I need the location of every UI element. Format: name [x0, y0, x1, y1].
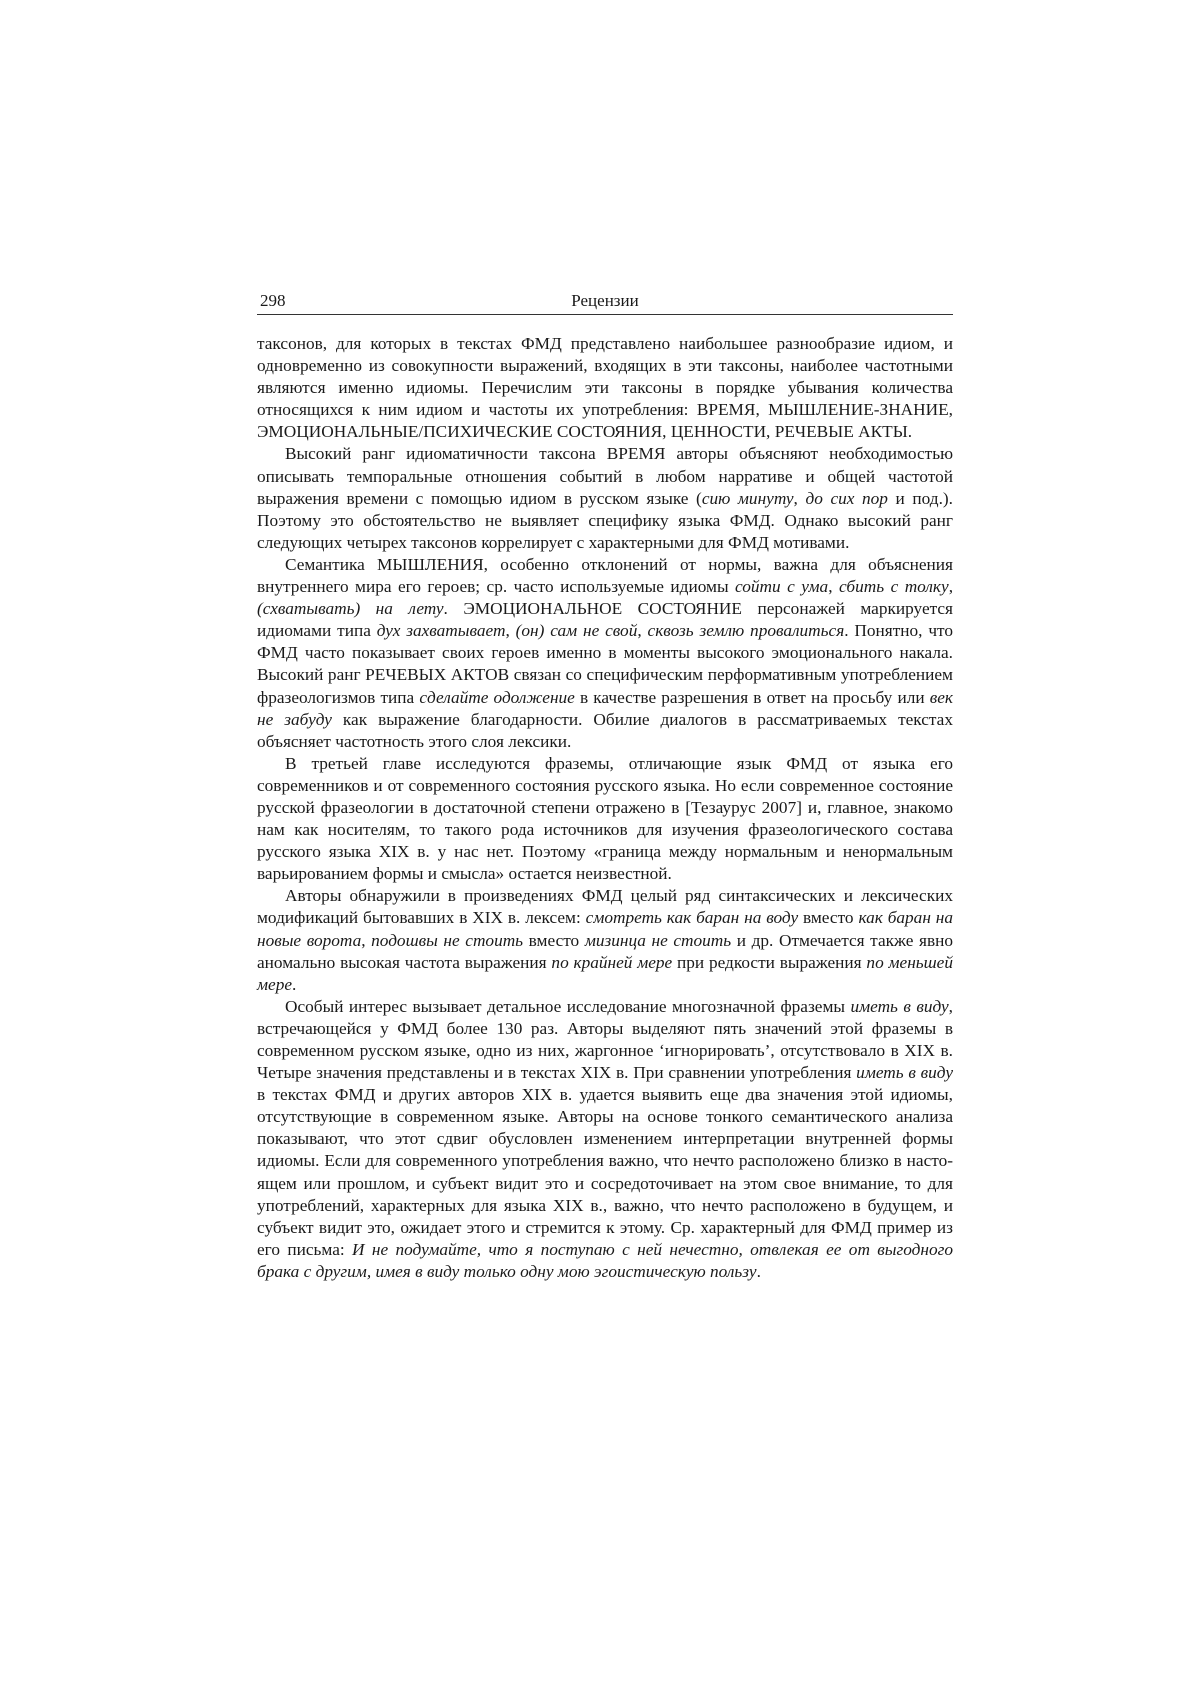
- text-run: .: [292, 974, 297, 994]
- italic-example: И не подумайте, что я поступаю с ней нечестно, отвлекая ее от выгодного брака с другим, имея в виду только одну мою эгоистическую пользу: [257, 1239, 953, 1281]
- text-run: как выражение благодарности. Обилие диалогов в рассматриваемых текстах объясняет частотность этого слоя лексики.: [257, 709, 953, 751]
- italic-example: сойти с ума: [735, 577, 829, 597]
- text-run: .: [756, 1261, 761, 1281]
- italic-example: подошвы не стоить: [371, 930, 524, 950]
- text-run: ,: [361, 930, 372, 950]
- paragraph: [257, 554, 953, 753]
- italic-example: дух захватывает: [376, 621, 506, 641]
- text-run: . ЭМОЦИОНАЛЬНОЕ СОСТОЯНИЕ персонажей маркируется идиомами типа: [257, 599, 953, 641]
- italic-example: сбить с толку: [838, 577, 949, 597]
- italic-example: век не забуду: [257, 687, 953, 729]
- text-run: в текстах ФМД и других авторов XIX в. удается выявить еще два значения этой идиомы, отсутствующие в современном языке. Авторы на основе тонкого семантического анализа показывают, что этот сдвиг обусловлен изменением интерпретации внутренней формы идиомы. Если для современного употребления важно, что нечто расположено близко в настоящем или прошлом, и субъект видит это и сосредоточивает на этом свое внимание, то для употреблений, характерных для языка XIX в., важно, что нечто расположено в будущем, и субъект видит это, ожидает этого и стремится к этому. Ср. характерный для ФМД пример из его письма:: [257, 1085, 953, 1259]
- paragraph: [257, 443, 953, 553]
- italic-example: (схватывать) на лету: [257, 599, 444, 619]
- italic-example: сию минуту: [701, 488, 794, 508]
- text-run: Семантика МЫШЛЕНИЯ, особенно отклонений от нормы, важна для объяснения внутреннего мира его героев; ср. часто используемые идиомы: [257, 554, 953, 597]
- text-run: вместо: [523, 930, 585, 950]
- text-run: ,: [637, 621, 648, 641]
- italic-example: как баран на новые ворота: [257, 908, 953, 950]
- text-run: и др. Отмечается также явно аномально высокая частота выражения: [257, 930, 953, 972]
- italic-example: мизинца не стоить: [584, 930, 732, 950]
- paragraph: [257, 753, 953, 886]
- page-number: 298: [260, 291, 286, 310]
- text-run: Особый интерес вызывает детальное исследование многозначной фраземы: [285, 996, 851, 1016]
- italic-example: по меньшей мере: [257, 952, 953, 994]
- italic-example: до сих пор: [805, 488, 888, 508]
- paragraph: [257, 885, 953, 995]
- running-header: [257, 288, 953, 315]
- text-run: ,: [948, 577, 954, 597]
- text-run: ,: [828, 577, 839, 597]
- paragraph: [257, 996, 953, 1283]
- italic-example: иметь в виду: [856, 1063, 953, 1083]
- body-text: [257, 333, 953, 1283]
- paragraph: [257, 333, 953, 443]
- italic-example: по крайней мере: [551, 952, 673, 972]
- text-run: в качестве разрешения в ответ на просьбу или: [574, 687, 930, 707]
- text-run: . Понятно, что ФМД часто показывает своих героев именно в моменты высокого эмоционального накала. Высокий ранг РЕЧЕВЫХ АКТОВ связан со специфическим перформативным употреблением фразеологизмов типа: [257, 621, 954, 707]
- italic-example: сделайте одолжение: [419, 687, 575, 707]
- text-run: Авторы обнаружили в произведениях ФМД целый ряд синтаксических и лексических модификаций бытовавших в XIX в. лексем:: [257, 886, 953, 928]
- text-run: Высокий ранг идиоматичности таксона ВРЕМЯ авторы объясняют необходимостью описывать темпоральные отношения событий в любом нарративе и общей частотой выражения времени с помощью идиом в русском языке (: [257, 444, 953, 508]
- text-run: В третьей главе исследуются фраземы, отличающие язык ФМД от языка его современников и от современного состояния русского языка. Но если современное состояние русской фразеологии в достаточной степени отражено в [Тезаурус 2007] и, главное, знакомо нам как носителям, то такого рода источников для изучения фразеологического состава русского языка XIX в. у нас нет. Поэтому «граница между нормальным и ненормальным варьированием формы и смысла» остается неизвестной.: [257, 753, 953, 884]
- document-page: [257, 288, 953, 1283]
- text-run: и под.). Поэтому это обстоятельство не выявляет специфику языка ФМД. Однако высокий ранг следующих четырех таксонов коррелирует с характерными для ФМД мотивами.: [257, 488, 953, 552]
- text-run: ,: [505, 621, 516, 641]
- italic-example: (он) сам не свой: [515, 621, 638, 641]
- section-title: Рецензии: [571, 291, 639, 310]
- italic-example: смотреть как баран на воду: [585, 908, 799, 928]
- text-run: ,: [793, 488, 806, 508]
- text-run: при редкости выражения: [672, 952, 867, 972]
- text-run: таксонов, для которых в текстах ФМД представлено наибольшее разнообразие идиом, и одновременно из совокупности выражений, входящих в эти таксоны, наиболее частотными являются именно идиомы. Перечислим эти таксоны в порядке убывания количества относящихся к ним идиом и частоты их употребления: ВРЕМЯ, МЫШЛЕНИЕ-ЗНАНИЕ, ЭМОЦИОНАЛЬНЫЕ/ПСИХИЧЕСКИЕ СОСТОЯНИЯ, ЦЕННОСТИ, РЕЧЕВЫЕ АКТЫ.: [257, 334, 953, 442]
- italic-example: сквозь землю провалиться: [647, 621, 845, 641]
- italic-example: иметь в виду: [850, 996, 949, 1016]
- text-run: , встречающейся у ФМД более 130 раз. Авторы выделяют пять значений этой фраземы в современном русском языке, одно из них, жаргонное ‘игнорировать’, отсутствовало в XIX в. Четыре значения представлены и в текстах XIX в. При сравнении употребления: [257, 996, 953, 1083]
- text-run: вместо: [798, 908, 859, 928]
